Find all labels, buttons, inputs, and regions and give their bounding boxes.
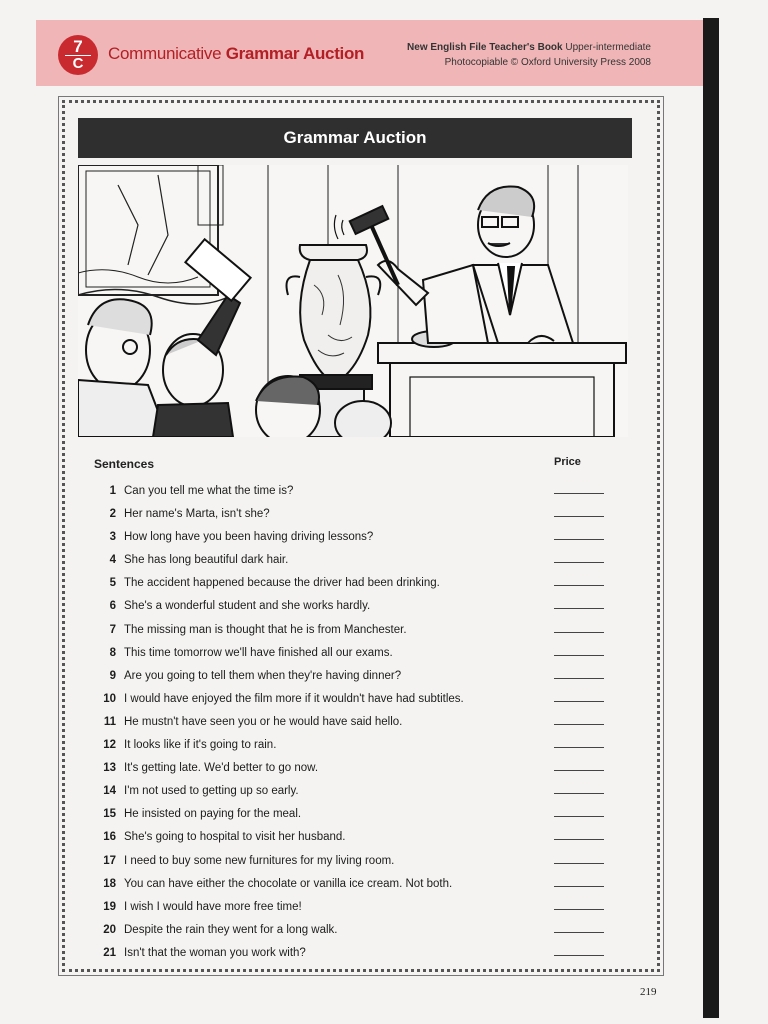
sentence-number: 15: [103, 808, 116, 821]
sentence-row: [92, 851, 612, 874]
price-blank: [554, 793, 604, 794]
sentence-text: Her name's Marta, isn't she?: [124, 508, 270, 521]
sentence-text: She's going to hospital to visit her husband.: [124, 831, 346, 844]
sentence-text: She has long beautiful dark hair.: [124, 554, 289, 567]
sentence-row: [92, 504, 612, 527]
sentence-row: [92, 920, 612, 943]
sentence-number: 17: [103, 854, 116, 867]
sentence-row: [92, 758, 612, 781]
sentence-text: It's getting late. We'd better to go now.: [124, 762, 319, 775]
price-blank: [554, 863, 604, 864]
price-blank: [554, 932, 604, 933]
price-blank: [554, 678, 604, 679]
sentence-text: The accident happened because the driver had been drinking.: [124, 577, 440, 590]
sentence-row: [92, 573, 612, 596]
sentence-text: I would have enjoyed the film more if it wouldn't have had subtitles.: [124, 692, 464, 705]
sentence-number: 10: [103, 692, 116, 705]
price-blank: [554, 655, 604, 656]
page-edge-shadow: [703, 18, 719, 1018]
sentence-number: 16: [103, 831, 116, 844]
price-blank: [554, 493, 604, 494]
price-blank: [554, 747, 604, 748]
worksheet-title: Grammar Auction: [78, 118, 632, 158]
sentence-row: [92, 712, 612, 735]
price-blank: [554, 816, 604, 817]
sentence-number: 14: [103, 785, 116, 798]
sentence-row: [92, 643, 612, 666]
sentence-text: Despite the rain they went for a long walk.: [124, 923, 338, 936]
sentence-row: [92, 897, 612, 920]
sentences-heading: Sentences: [94, 457, 155, 471]
book-info: [407, 40, 651, 70]
unit-letter: C: [65, 55, 91, 72]
sentence-row: [92, 666, 612, 689]
sentence-text: Are you going to tell them when they're having dinner?: [124, 669, 402, 682]
book-title: New English File Teacher's Book: [407, 42, 563, 53]
sentence-number: 4: [109, 554, 116, 567]
unit-number: 7: [73, 36, 83, 56]
price-heading: Price: [554, 456, 581, 468]
section-title: Grammar Auction: [225, 44, 365, 63]
price-blank: [554, 608, 604, 609]
sentence-row: [92, 689, 612, 712]
price-blank: [554, 585, 604, 586]
sentence-number: 3: [109, 531, 116, 544]
sentence-number: 13: [103, 762, 116, 775]
price-blank: [554, 955, 604, 956]
sentence-text: How long have you been having driving lessons?: [124, 531, 374, 544]
auction-illustration: [78, 165, 628, 437]
section-label: Communicative: [108, 44, 222, 63]
page-margin: [719, 18, 768, 1024]
price-blank: [554, 516, 604, 517]
price-blank: [554, 632, 604, 633]
sentence-row: [92, 827, 612, 850]
sentence-text: He mustn't have seen you or he would have said hello.: [124, 715, 403, 728]
sentence-number: 2: [109, 508, 116, 521]
copyright-notice: Photocopiable © Oxford University Press 2008: [444, 57, 651, 68]
sentence-number: 9: [109, 669, 116, 682]
sentence-row: [92, 620, 612, 643]
sentence-text: You can have either the chocolate or vanilla ice cream. Not both.: [124, 877, 453, 890]
sentence-row: [92, 781, 612, 804]
price-blank: [554, 909, 604, 910]
sentence-number: 18: [103, 877, 116, 890]
sentence-row: [92, 943, 612, 966]
price-blank: [554, 839, 604, 840]
sentence-text: This time tomorrow we'll have finished all our exams.: [124, 646, 393, 659]
sentence-row: [92, 550, 612, 573]
sentence-row: [92, 735, 612, 758]
sentence-number: 1: [109, 485, 116, 497]
price-blank: [554, 724, 604, 725]
sentence-text: I'm not used to getting up so early.: [124, 785, 299, 798]
unit-badge: [58, 35, 98, 75]
sentence-number: 6: [109, 600, 116, 613]
sentence-row: [92, 596, 612, 619]
sentence-row: [92, 874, 612, 897]
sentence-number: 12: [103, 739, 116, 752]
sentence-number: 11: [103, 715, 116, 728]
sentence-number: 5: [109, 577, 116, 590]
price-blank: [554, 770, 604, 771]
sentence-text: Can you tell me what the time is?: [124, 485, 294, 497]
sentence-row: [92, 527, 612, 550]
sentence-row: [92, 481, 612, 504]
sentence-number: 8: [109, 646, 116, 659]
sentence-text: It looks like if it's going to rain.: [124, 739, 277, 752]
sentence-text: He insisted on paying for the meal.: [124, 808, 302, 821]
sentence-text: She's a wonderful student and she works hardly.: [124, 600, 371, 613]
sentence-text: I wish I would have more free time!: [124, 900, 302, 913]
sentence-row: [92, 804, 612, 827]
section-heading: [108, 44, 364, 64]
price-blank: [554, 701, 604, 702]
page-number: 219: [640, 986, 657, 998]
sentence-number: 20: [103, 923, 116, 936]
sentence-text: Isn't that the woman you work with?: [124, 946, 306, 959]
sentence-text: The missing man is thought that he is from Manchester.: [124, 623, 407, 636]
sentence-text: I need to buy some new furnitures for my living room.: [124, 854, 395, 867]
sentence-number: 7: [109, 623, 116, 636]
book-level: Upper-intermediate: [565, 42, 651, 53]
price-blank: [554, 539, 604, 540]
sentence-number: 19: [103, 900, 116, 913]
price-blank: [554, 562, 604, 563]
price-blank: [554, 886, 604, 887]
sentence-list: [92, 481, 612, 966]
sentence-number: 21: [103, 946, 116, 959]
